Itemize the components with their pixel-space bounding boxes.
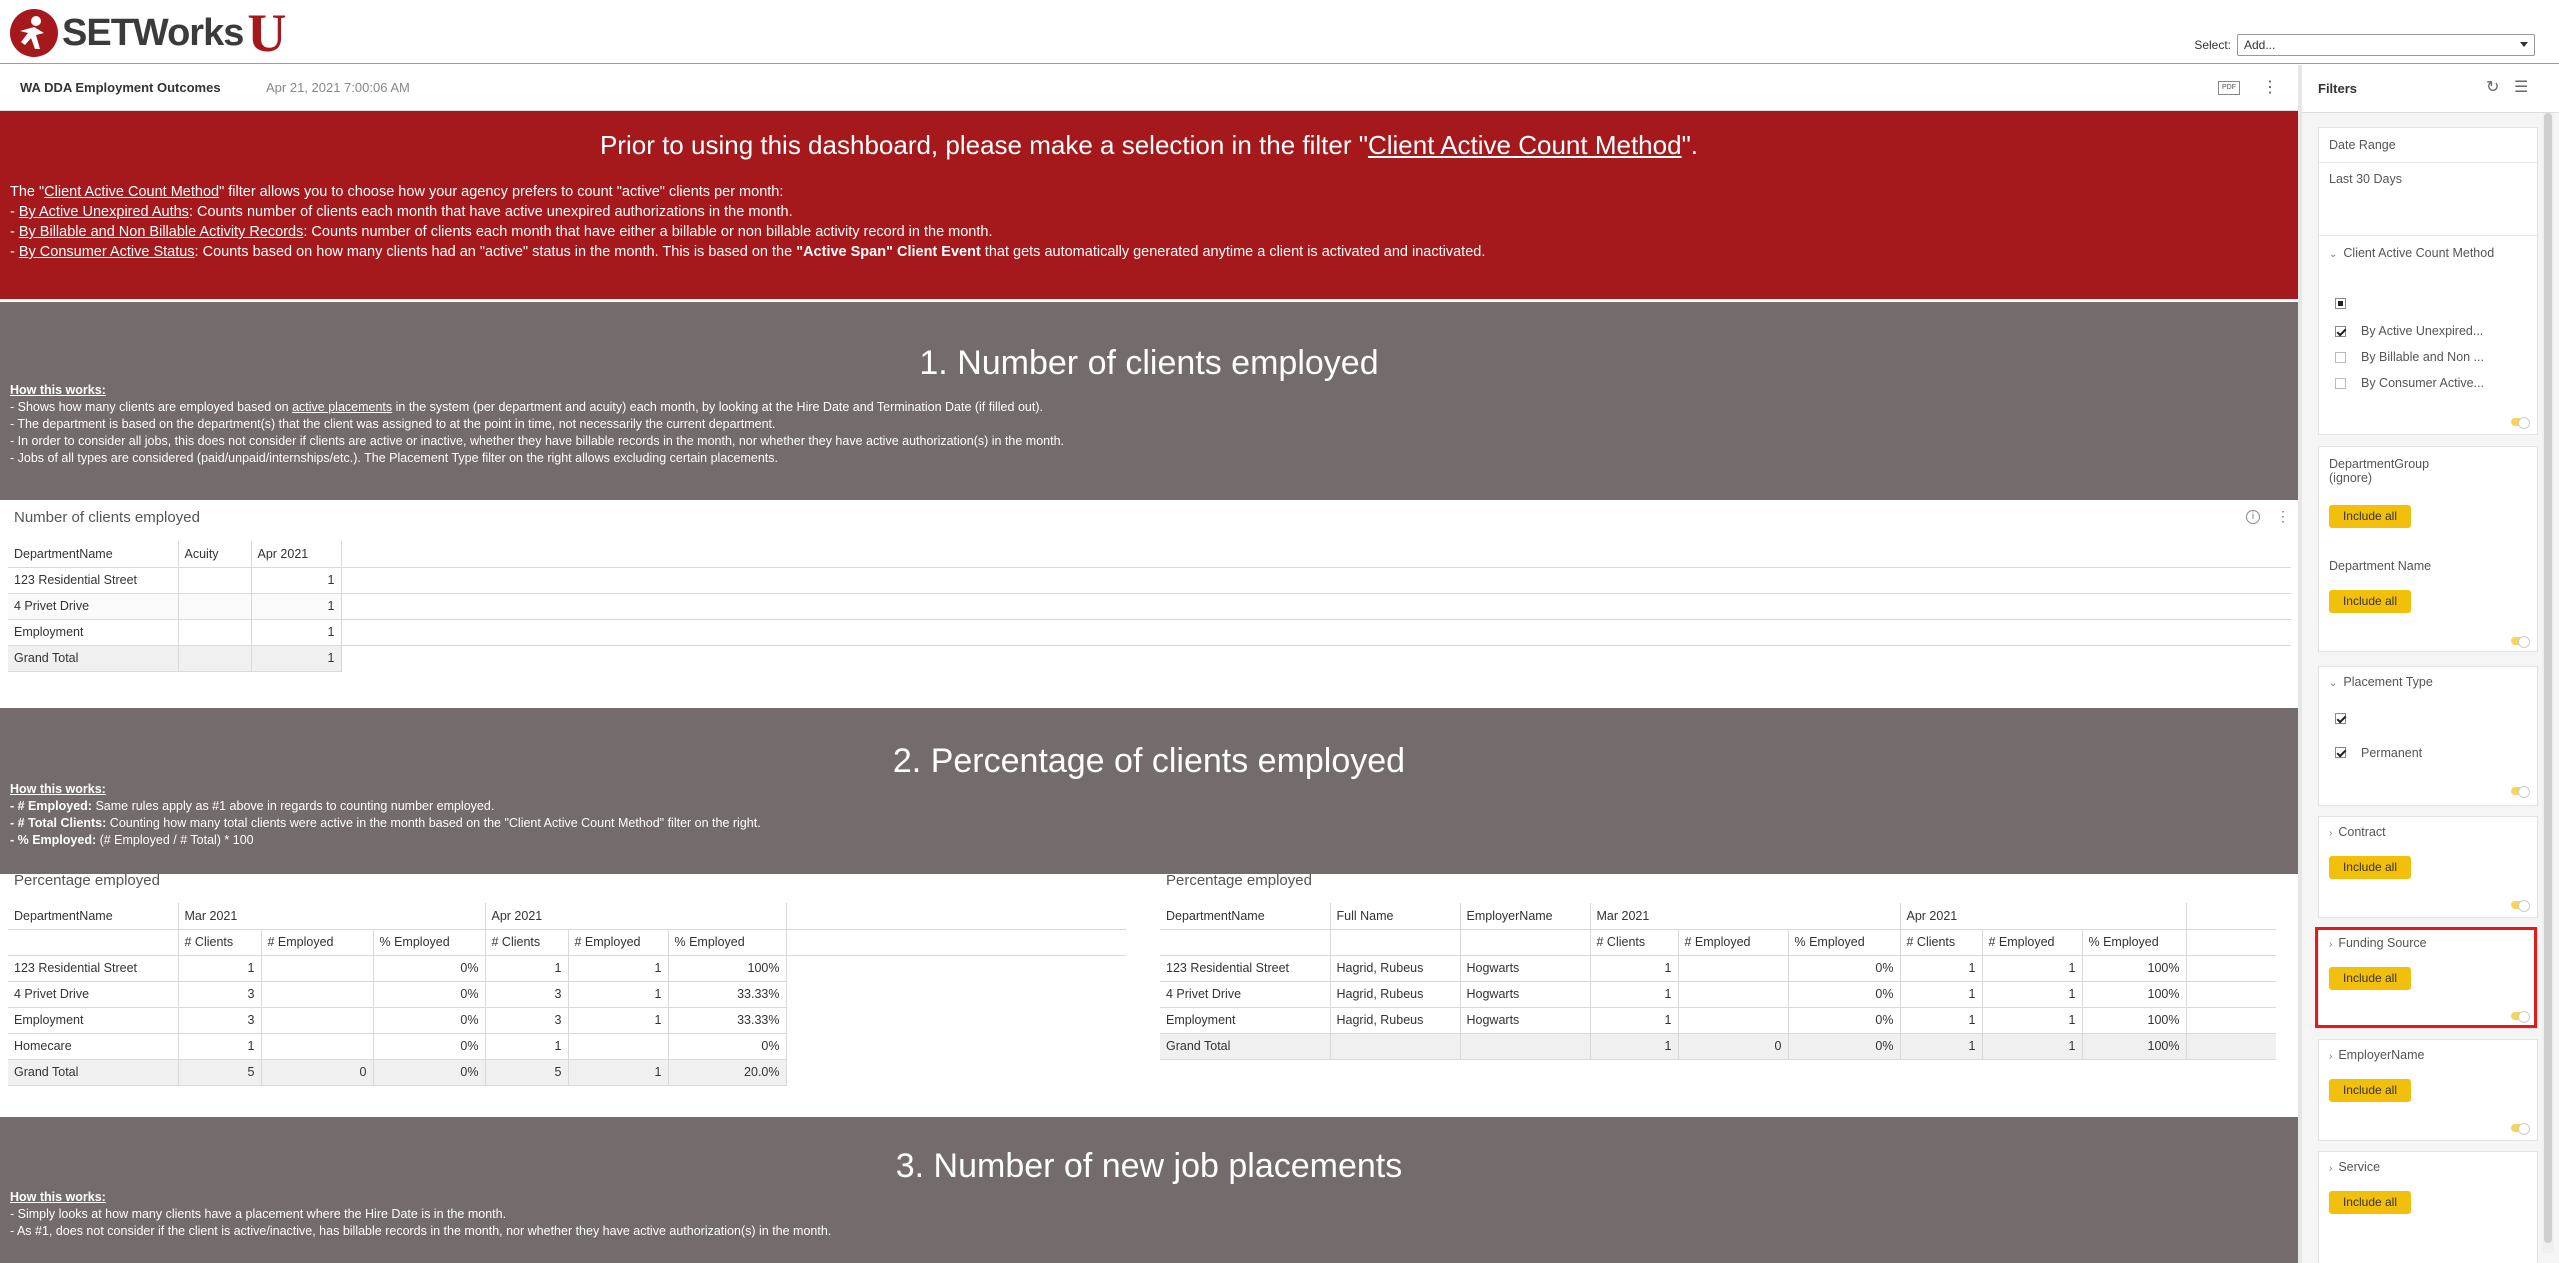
filter-label: › Contract — [2329, 825, 2386, 839]
include-all-button[interactable]: Include all — [2329, 856, 2411, 879]
filters-title: Filters — [2318, 81, 2358, 96]
method-link-status[interactable]: By Consumer Active Status — [18, 244, 195, 260]
banner-description: The "Client Active Count Method" filter allows you to choose how your agency prefers to count "active" clients per month: - By Active Unexpired Auths: Counts number of clients each month that have active unexpired authorizations in the month. - By Billable and Non Billable Activity Records: Counts number of clients each month that have either a billable or non billable activity record in the month. - By Consumer Active Status: Counts based on how many clients had an "active" status in the month. This is based on the "Active Span" Client Event that gets automatically generated anytime a client is activated and inactivated. — [10, 184, 1486, 260]
filter-label: DepartmentGroup (ignore) — [2329, 457, 2430, 485]
option-checkbox[interactable] — [2335, 326, 2346, 337]
logo-mark-icon — [10, 9, 58, 57]
filters-scrollbar[interactable] — [2542, 113, 2554, 1253]
option-label[interactable]: Permanent — [2361, 746, 2423, 760]
include-all-button[interactable]: Include all — [2329, 505, 2411, 528]
table-row: 4 Privet Drive 3 0% 3 1 33.33% — [8, 981, 1126, 1007]
table-row: 4 Privet Drive Hagrid, Rubeus Hogwarts 1 0% 1 1 100% — [1160, 981, 2276, 1007]
filter-label: › Funding Source — [2329, 936, 2427, 950]
section3-title: 3. Number of new job placements — [895, 1147, 1403, 1185]
banner-heading: Prior to using this dashboard, please make a selection in the filter "Client Active Count Method". — [599, 130, 1699, 160]
table-row-grand-total: Grand Total 5 0 0% 5 1 20.0% — [8, 1059, 1126, 1085]
table-row-grand-total: Grand Total 1 0 0% 1 1 100% — [1160, 1033, 2276, 1059]
intro-link[interactable]: Client Active Count Method — [44, 184, 220, 200]
top-bar — [0, 0, 2559, 64]
select-all-checkbox[interactable] — [2335, 298, 2346, 309]
logo-u: U — [247, 3, 287, 63]
clients-employed-table — [8, 541, 2291, 672]
pdf-export-icon[interactable]: PDF — [2218, 81, 2240, 95]
filter-label: Date Range — [2329, 138, 2396, 152]
filters-header — [2302, 65, 2559, 113]
widget1-title: Number of clients employed — [14, 509, 200, 526]
section3-header — [0, 1117, 2298, 1263]
filter-label: ⌄ Placement Type — [2329, 675, 2433, 689]
dashboard-content — [0, 111, 2298, 1263]
scrollbar-thumb[interactable] — [2544, 113, 2552, 1243]
dashboard-title: WA DDA Employment Outcomes — [20, 80, 221, 95]
menu-icon[interactable]: ☰ — [2514, 79, 2529, 96]
option-checkbox[interactable] — [2335, 378, 2346, 389]
chevron-down-icon: ⌄ — [2329, 249, 2338, 260]
more-options-icon[interactable]: ⋮ — [2276, 508, 2290, 524]
section2-how: How this works: - # Employed: Same rules apply as #1 above in regards to counting number employed. - # Total Clients: Counting how many total clients were active in the month based on the "Client Active Count Method" filter on the right. - % Employed: (# Employed / # Total) * 100 — [10, 782, 761, 847]
filter-contract[interactable] — [2318, 816, 2538, 918]
select-label: Select: — [2194, 38, 2231, 52]
include-all-button[interactable]: Include all — [2329, 1079, 2411, 1102]
dashboard-timestamp: Apr 21, 2021 7:00:06 AM — [266, 80, 410, 95]
select-value: Add... — [2244, 38, 2276, 52]
method-link-auths[interactable]: By Active Unexpired Auths — [18, 204, 189, 220]
instruction-banner — [0, 111, 2298, 299]
filter-placement-type[interactable] — [2318, 666, 2538, 806]
option-label[interactable]: By Active Unexpired... — [2361, 324, 2484, 338]
section3-how: How this works: - Simply looks at how many clients have a placement where the Hire Date is in the month. - As #1, does not consider if the client is active/inactive, has billable records in the month, nor whether they have active authorization(s) in the month. — [10, 1190, 832, 1238]
option-label[interactable]: By Billable and Non ... — [2361, 350, 2484, 364]
table-row: 123 Residential Street Hagrid, Rubeus Hogwarts 1 0% 1 1 100% — [1160, 955, 2276, 981]
select-all-checkbox[interactable] — [2335, 713, 2346, 724]
include-all-button[interactable]: Include all — [2329, 1191, 2411, 1214]
table-header-row: DepartmentName Acuity Apr 2021 — [8, 541, 2291, 567]
filter-toggle[interactable] — [2511, 1124, 2529, 1132]
filter-toggle[interactable] — [2511, 418, 2529, 426]
banner-heading-link[interactable]: Client Active Count Method — [1367, 130, 1682, 160]
table-row: 123 Residential Street 1 — [8, 567, 2291, 593]
filter-toggle[interactable] — [2511, 637, 2529, 645]
method-link-activity[interactable]: By Billable and Non Billable Activity Records — [18, 224, 304, 240]
table-row: Employment 3 0% 3 1 33.33% — [8, 1007, 1126, 1033]
filter-label: ⌄ Client Active Count Method — [2329, 246, 2495, 260]
percentage-employed-table: DepartmentName Mar 2021 Apr 2021 # Clients # Employed % Employed # Clients # Employed % Employed 123 Residential Street 1 0% 1 1 100% 4 Privet Drive 3 0% 3 1 33.33% Employment 3 0% 3 1 33.33% Homecare 1 0% 1 0% Grand Total 5 0 0% 5 1 20.0% — [8, 903, 1126, 1086]
option-label[interactable]: By Consumer Active... — [2361, 376, 2484, 390]
widget2a-title: Percentage employed — [14, 872, 160, 889]
include-all-button[interactable]: Include all — [2329, 590, 2411, 613]
table-row: 123 Residential Street 1 0% 1 1 100% — [8, 955, 1126, 981]
filter-toggle[interactable] — [2511, 901, 2529, 909]
filter-label: Department Name — [2329, 559, 2432, 573]
refresh-icon[interactable]: ↻ — [2486, 79, 2500, 96]
table-row: Homecare 1 0% 1 0% — [8, 1033, 1126, 1059]
section2-title: 2. Percentage of clients employed — [892, 742, 1406, 780]
setworks-logo[interactable] — [10, 3, 287, 63]
filter-label: › EmployerName — [2329, 1048, 2425, 1062]
filter-client-active-count-method[interactable] — [2318, 235, 2538, 435]
table-row: Employment 1 — [8, 619, 2291, 645]
date-range-value[interactable]: Last 30 Days — [2329, 172, 2402, 186]
filter-employer-name[interactable] — [2318, 1039, 2538, 1141]
dashboard-header — [0, 65, 2298, 111]
section1-how: How this works: - Shows how many clients are employed based on active placements in the system (per department and acuity) each month, by looking at the Hire Date and Termination Date (if filled out). - The department is based on the department(s) that the client was assigned to at the point in time, not necessarily the current department. - In order to consider all jobs, this does not consider if clients are active or inactive, whether they have billable records in the month, nor whether they have active authorization(s) in the month. - Jobs of all types are considered (paid/unpaid/internships/etc.). The Placement Type filter on the right allows excluding certain placements. — [10, 383, 1065, 465]
logo-wordmark: SETWorks — [62, 11, 244, 54]
select-control — [2194, 34, 2535, 56]
section1-title: 1. Number of clients employed — [919, 344, 1379, 382]
more-options-icon[interactable]: ⋮ — [2262, 79, 2278, 96]
select-dropdown[interactable] — [2237, 34, 2535, 56]
filters-panel — [2302, 65, 2559, 1263]
option-checkbox[interactable] — [2335, 747, 2346, 758]
table-row: Employment Hagrid, Rubeus Hogwarts 1 0% 1 1 100% — [1160, 1007, 2276, 1033]
table-row-grand-total: Grand Total 1 — [8, 645, 2291, 671]
widget2b-title: Percentage employed — [1166, 872, 1312, 889]
filter-label: › Service — [2329, 1160, 2381, 1174]
filter-service[interactable] — [2318, 1151, 2538, 1263]
filter-department[interactable] — [2318, 446, 2538, 652]
include-all-button[interactable]: Include all — [2329, 967, 2411, 990]
option-checkbox[interactable] — [2335, 352, 2346, 363]
percentage-employed-by-client-table: DepartmentName Full Name EmployerName Mar 2021 Apr 2021 # Clients # Employed % Employed # Clients # Employed % Employed 123 Residential Street Hagrid, Rubeus Hogwarts 1 0% 1 1 100% 4 Privet Drive Hagrid, Rubeus Hogwarts 1 0% 1 1 100% Employment Hagrid, Rubeus Hogwarts 1 0% 1 1 100% Grand Total 1 0 0% 1 1 100% — [1160, 903, 2276, 1060]
info-icon[interactable]: i — [2246, 510, 2260, 524]
highlight-box — [2315, 927, 2537, 1028]
chevron-down-icon — [2520, 42, 2528, 47]
filter-toggle[interactable] — [2511, 787, 2529, 795]
section1-header — [0, 302, 2298, 500]
section2-header — [0, 708, 2298, 874]
table-row: 4 Privet Drive 1 — [8, 593, 2291, 619]
